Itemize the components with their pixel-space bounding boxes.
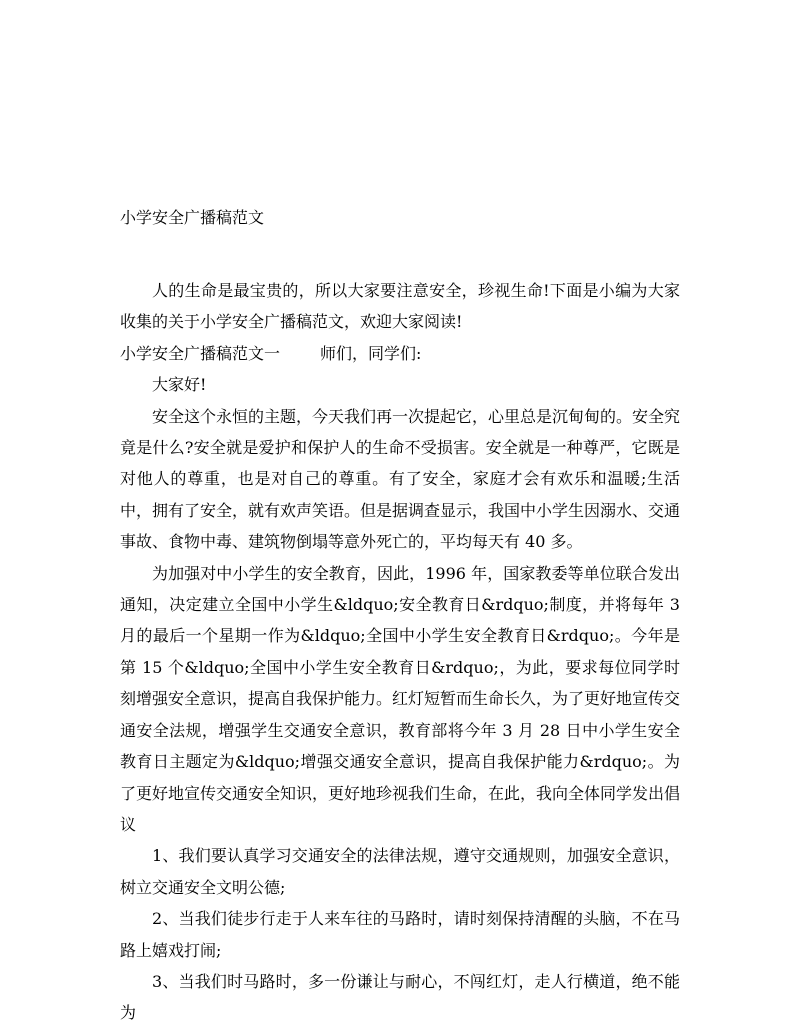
body-paragraph-1: 安全这个永恒的主题，今天我们再一次提起它，心里总是沉甸甸的。安全究竟是什么?安全就是爱护和保护人的生命不受损害。安全就是一种尊严，它既是对他人的尊重，也是对自己的尊重。有了安全，家庭才会有欢乐和温暖;生活中，拥有了安全，就有欢声笑语。但是据调查显示，我国中小学生因溺水、交通事故、食物中毒、建筑物倒塌等意外死亡的，平均每天有 40 多。 <box>120 406 681 552</box>
greeting: 大家好! <box>152 375 207 395</box>
list-item-3: 3、当我们时马路时，多一份谦让与耐心，不闯红灯，走人行横道，绝不能为 <box>120 971 680 1023</box>
salutation: 师们，同学们: <box>320 343 422 363</box>
body-paragraph-2: 为加强对中小学生的安全教育，因此，1996 年，国家教委等单位联合发出通知，决定建立全国中小学生&ldquo;安全教育日&rdquo;制度，并将每年 3 月的最后一个星期一作为&ldquo;全国中小学生安全教育日&rdquo;。今年是第 15 个&ldquo;全国中小学生安全教育日&rdquo;，为此，要求每位同学时刻增强安全意识，提高自我保护能力。红灯短暂而生命长久，为了更好地宣传交通安全法规，增强学生交通安全意识，教育部将今年 3 月 28 日中小学生安全教育日主题定为&ldquo;增强交通安全意识，提高自我保护能力&rdquo;。为了更好地宣传交通安全知识，更好地珍视我们生命，在此，我向全体同学发出倡议 <box>120 563 681 834</box>
list-item-2: 2、当我们徒步行走于人来车往的马路时，请时刻保持清醒的头脑，不在马路上嬉戏打闹; <box>120 909 680 960</box>
document-title: 小学安全广播稿范文 <box>120 208 265 227</box>
list-item-1: 1、我们要认真学习交通安全的法律法规，遵守交通规则，加强安全意识，树立交通安全文明公德; <box>120 846 680 897</box>
document-page <box>120 203 680 1029</box>
intro-paragraph: 人的生命是最宝贵的，所以大家要注意安全，珍视生命!下面是小编为大家收集的关于小学安全广播稿范文，欢迎大家阅读! <box>120 281 680 332</box>
section-heading-line <box>120 338 680 369</box>
section-heading: 小学安全广播稿范文一 <box>120 343 281 363</box>
